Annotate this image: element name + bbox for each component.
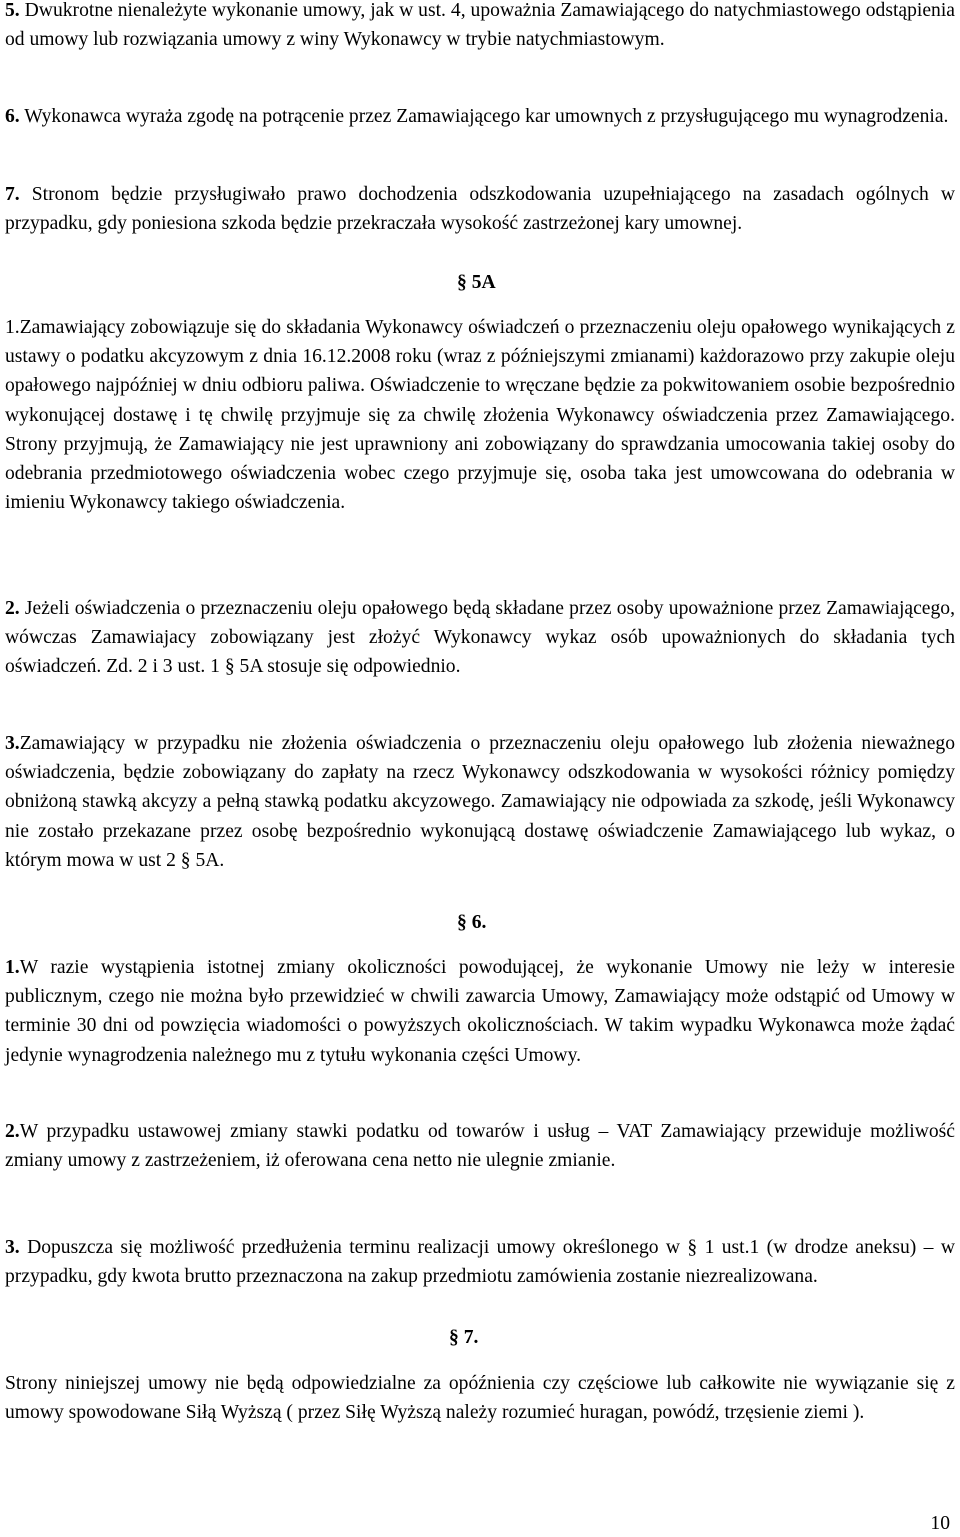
paragraph-number: 3.: [5, 1237, 20, 1258]
paragraph-6-1: [5, 953, 955, 1070]
section-heading-6: § 6.: [457, 912, 487, 933]
paragraph-number: 5.: [5, 0, 20, 21]
document-page: [5, 0, 955, 1537]
paragraph-text: Strony niniejszej umowy nie będą odpowiedzialne za opóźnienia czy częściowe lub całkowite nie wywiązanie się z umowy spowodowane Siłą Wyższą ( przez Siłę Wyższą należy rozumieć huragan, powódź, trzęsienie ziemi ).: [5, 1373, 955, 1424]
paragraph-number: 2.: [5, 598, 20, 619]
paragraph-6-3: [5, 1233, 955, 1291]
section-heading-7: § 7.: [449, 1327, 479, 1348]
paragraph-number: 2.: [5, 1121, 20, 1142]
paragraph-text: 1.Zamawiający zobowiązuje się do składania Wykonawcy oświadczeń o przeznaczeniu oleju opałowego wynikających z ustawy o podatku akcyzowym z dnia 16.12.2008 roku (wraz z późniejszymi zmianami) każdorazowo przy zakupie oleju opałowego najpóźniej w dniu odbioru paliwa. Oświadczenie to wręczane będzie za pokwitowaniem osobie bezpośrednio wykonującej dostawę i tę chwilę przyjmuje się za chwilę złożenia Wykonawcy oświadczenia przez Zamawiającego. Strony przyjmują, że Zamawiający nie jest uprawniony ani zobowiązany do sprawdzania umocowania takiej osoby do odebrania przedmiotowego oświadczenia wobec czego przyjmuje się, osoba taka jest umowcowana do odebrania w imieniu Wykonawcy takiego oświadczenia.: [5, 317, 955, 514]
paragraph-5a-3: [5, 729, 955, 875]
paragraph-5a-2: [5, 594, 955, 682]
paragraph-6: [5, 102, 955, 131]
paragraph-6-2: [5, 1117, 955, 1175]
paragraph-number: 3.: [5, 733, 20, 754]
paragraph-5a-1: [5, 313, 955, 517]
paragraph-text: Wykonawca wyraża zgodę na potrącenie przez Zamawiającego kar umownych z przysługującego mu wynagrodzenia.: [19, 106, 949, 127]
paragraph-text: Stronom będzie przysługiwało prawo dochodzenia odszkodowania uzupełniającego na zasadach ogólnych w przypadku, gdy poniesiona szkoda będzie przekraczała wysokość zastrzeżonej kary umownej.: [5, 184, 955, 235]
paragraph-7: [5, 180, 955, 238]
paragraph-7-text: [5, 1369, 955, 1427]
paragraph-text: Zamawiający w przypadku nie złożenia oświadczenia o przeznaczeniu oleju opałowego lub złożenia nieważnego oświadczenia, będzie zobowiązany do zapłaty na rzecz Wykonawcy odszkodowania w wysokości różnicy pomiędzy obniżoną stawką akcyzy a pełną stawką podatku akcyzowego. Zamawiający nie odpowiada za szkodę, jeśli Wykonawcy nie zostało przekazane przez osobę bezpośrednio wykonującą dostawę oświadczenie Zamawiającego lub wykaz, o którym mowa w ust 2 § 5A.: [5, 733, 955, 871]
paragraph-text: Jeżeli oświadczenia o przeznaczeniu oleju opałowego będą składane przez osoby upoważnione przez Zamawiającego, wówczas Zamawiajacy zobowiązany jest złożyć Wykonawcy wykaz osób upoważnionych do składania tych oświadczeń. Zd. 2 i 3 ust. 1 § 5A stosuje się odpowiednio.: [5, 598, 955, 678]
paragraph-5: [5, 0, 955, 54]
paragraph-number: 1.: [5, 957, 20, 978]
paragraph-text: W razie wystąpienia istotnej zmiany okoliczności powodującej, że wykonanie Umowy nie leży w interesie publicznym, czego nie można było przewidzieć w chwili zawarcia Umowy, Zamawiający może odstąpić od Umowy w terminie 30 dni od powzięcia wiadomości o powyższych okolicznościach. W takim wypadku Wykonawca może żądać jedynie wynagrodzenia należnego mu z tytułu wykonania części Umowy.: [5, 957, 955, 1066]
paragraph-number: 6.: [5, 106, 20, 127]
paragraph-text: Dopuszcza się możliwość przedłużenia terminu realizacji umowy określonego w § 1 ust.1 (w drodze aneksu) – w przypadku, gdy kwota brutto przeznaczona na zakup przedmiotu zamówienia zostanie niezrealizowana.: [5, 1237, 955, 1288]
section-heading-5a: § 5A: [457, 272, 496, 293]
paragraph-number: 7.: [5, 184, 20, 205]
paragraph-text: W przypadku ustawowej zmiany stawki podatku od towarów i usług – VAT Zamawiający przewiduje możliwość zmiany umowy z zastrzeżeniem, iż oferowana cena netto nie ulegnie zmianie.: [5, 1121, 955, 1172]
paragraph-text: Dwukrotne nienależyte wykonanie umowy, jak w ust. 4, upoważnia Zamawiającego do natychmiastowego odstąpienia od umowy lub rozwiązania umowy z winy Wykonawcy w trybie natychmiastowym.: [5, 0, 955, 51]
page-number: 10: [930, 1513, 950, 1534]
